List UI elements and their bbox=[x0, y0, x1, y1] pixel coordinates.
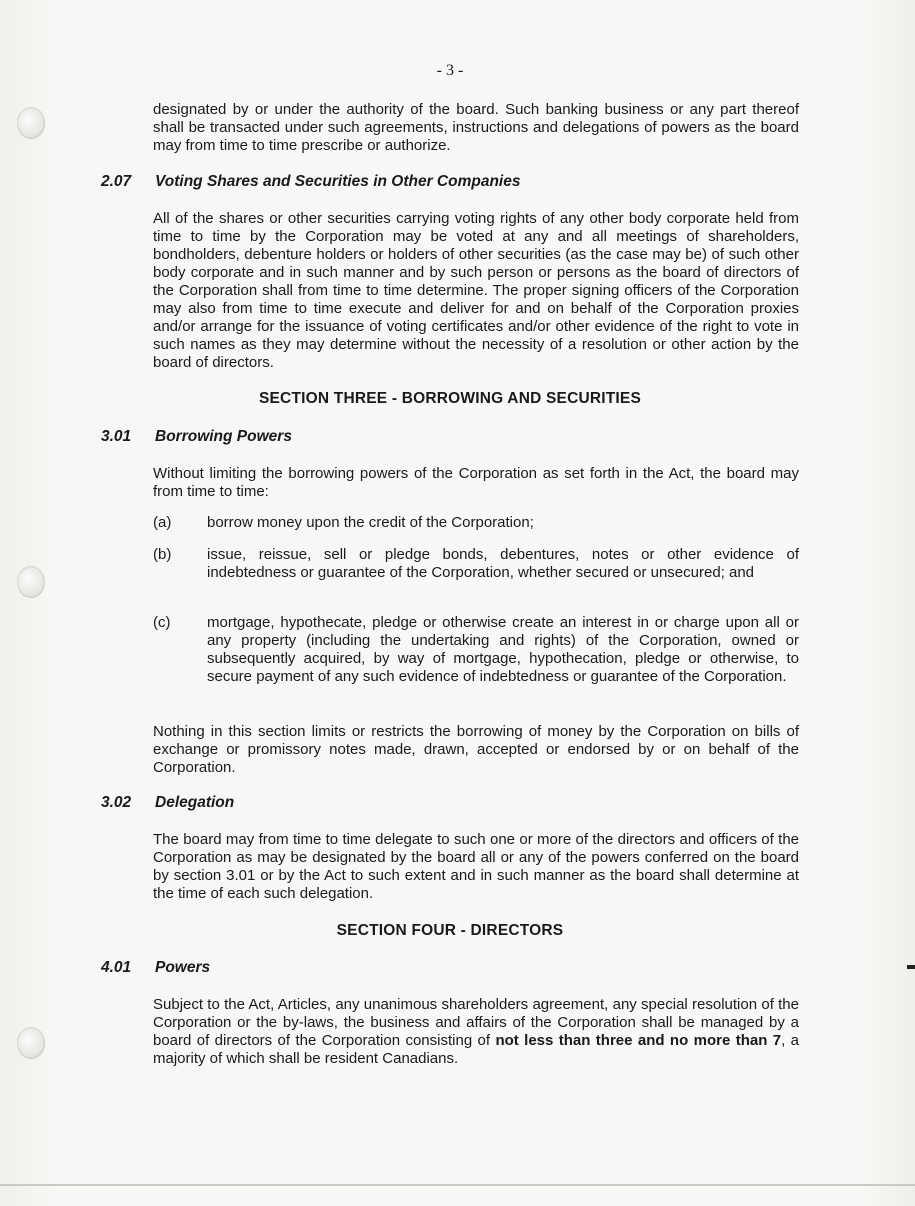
section-body: The board may from time to time delegate to such one or more of the directors and officers of the Corporation as may be designated by the board all or any of the powers conferred on the board by section 3.01 or by the Act to such extent and in such manner as the board shall determine at the time of each such delegation. bbox=[153, 831, 799, 902]
section-body: All of the shares or other securities carrying voting rights of any other body corporate held from time to time by the Corporation may be voted at any and all meetings of shareholders, bondholders, debenture holders or holders of other securities (as the case may be) of such other body corporate and in such manner and by such person or persons as the board of directors of the Corporation shall from time to time determine. The proper signing officers of the Corporation may also from time to time execute and deliver for and on behalf of the Corporation proxies and/or arrange for the issuance of voting certificates and/or other evidence of the right to vote in such names as they may determine without the necessity of a resolution or other action by the board of directors. bbox=[153, 210, 799, 371]
section-number: 4.01 bbox=[101, 959, 132, 976]
section-closing: Nothing in this section limits or restricts the borrowing of money by the Corporation on bills of exchange or promissory notes made, drawn, accepted or endorsed by or on behalf of the Corporation. bbox=[153, 723, 799, 776]
list-item-text: mortgage, hypothecate, pledge or otherwise create an interest in or charge upon all or any property (including the undertaking and rights) of the Corporation, owned or subsequently acquired, by way of mortgage, hypothecation, pledge or otherwise, to secure payment of any such evidence of indebtedness or guarantee of the Corporation. bbox=[207, 614, 799, 685]
section-title: Borrowing Powers bbox=[155, 428, 292, 445]
section-title: Powers bbox=[155, 959, 211, 976]
scan-edge-mark bbox=[907, 965, 915, 969]
section-heading: SECTION THREE - BORROWING AND SECURITIES bbox=[258, 390, 642, 407]
section-title: Delegation bbox=[155, 794, 235, 811]
section-number: 3.01 bbox=[101, 428, 132, 445]
body-text: , a majority of which shall be resident Canadians. bbox=[153, 1032, 799, 1067]
list-item-label: (a) bbox=[153, 514, 172, 531]
punch-hole bbox=[17, 1027, 45, 1059]
intro-paragraph: designated by or under the authority of the board. Such banking business or any part thereof shall be transacted under such agreements, instructions and delegations of powers as the board may from time to time prescribe or authorize. bbox=[153, 101, 799, 154]
punch-hole bbox=[17, 107, 45, 139]
punch-hole bbox=[17, 566, 45, 598]
scan-bottom-edge bbox=[0, 1184, 915, 1186]
section-number: 2.07 bbox=[101, 173, 132, 190]
list-item-text: borrow money upon the credit of the Corporation; bbox=[207, 514, 534, 531]
section-heading: SECTION FOUR - DIRECTORS bbox=[336, 922, 564, 939]
list-item-label: (b) bbox=[153, 546, 172, 563]
section-lead: Without limiting the borrowing powers of the Corporation as set forth in the Act, the board may from time to time: bbox=[153, 465, 799, 500]
section-title: Voting Shares and Securities in Other Companies bbox=[155, 173, 521, 190]
section-body bbox=[153, 996, 799, 1068]
page-number: - 3 - bbox=[436, 62, 464, 79]
list-item-text: issue, reissue, sell or pledge bonds, debentures, notes or other evidence of indebtedness or guarantee of the Corporation, whether secured or unsecured; and bbox=[207, 546, 799, 581]
body-text: Subject to the Act, Articles, any unanimous shareholders agreement, any special resolution of the Corporation or the by-laws, the business and affairs of the Corporation shall be managed by a board of directors of the Corporation consisting of bbox=[153, 996, 799, 1049]
section-number: 3.02 bbox=[101, 794, 132, 811]
list-item-label: (c) bbox=[153, 614, 171, 631]
body-emphasis: not less than three and no more than 7 bbox=[495, 1032, 782, 1049]
